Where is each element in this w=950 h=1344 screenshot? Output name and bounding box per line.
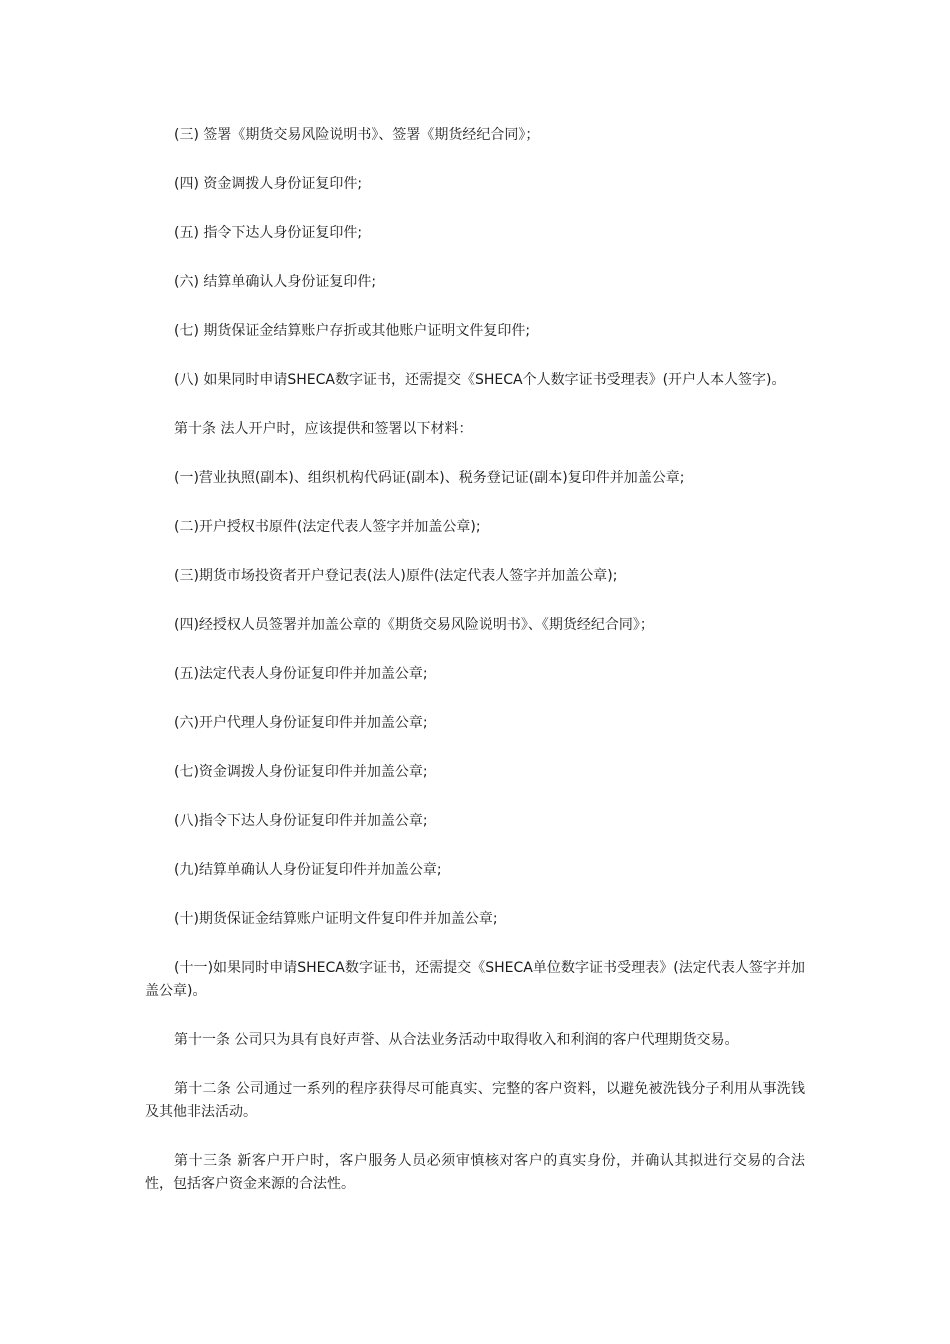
article-11: 第十一条 公司只为具有良好声誉、从合法业务活动中取得收入和利润的客户代理期货交易。 xyxy=(174,1032,739,1048)
legal-item-4: (四)经授权人员签署并加盖公章的《期货交易风险说明书》、《期货经纪合同》； xyxy=(174,617,654,633)
legal-item-9: (九)结算单确认人身份证复印件并加盖公章; xyxy=(174,862,442,878)
legal-item-2: (二)开户授权书原件(法定代表人签字并加盖公章); xyxy=(174,519,481,535)
paragraph-item-3: (三) 签署《期货交易风险说明书》、签署《期货经纪合同》； xyxy=(174,127,540,143)
article-10-heading: 第十条 法人开户时，应该提供和签署以下材料： xyxy=(174,421,473,437)
legal-item-10: (十)期货保证金结算账户证明文件复印件并加盖公章; xyxy=(174,911,498,927)
legal-item-1: (一)营业执照(副本)、组织机构代码证(副本)、税务登记证(副本)复印件并加盖公章; xyxy=(174,470,685,486)
legal-item-5: (五)法定代表人身份证复印件并加盖公章; xyxy=(174,666,428,682)
legal-item-6: (六)开户代理人身份证复印件并加盖公章; xyxy=(174,715,428,731)
paragraph-item-8: (八) 如果同时申请SHECA数字证书，还需提交《SHECA个人数字证书受理表》(开户人本人签字)。 xyxy=(174,372,786,388)
document-page xyxy=(145,124,805,1222)
article-12: 第十二条 公司通过一系列的程序获得尽可能真实、完整的客户资料，以避免被洗钱分子利用从事洗钱及其他非法活动。 xyxy=(145,1081,805,1120)
legal-item-11: (十一)如果同时申请SHECA数字证书，还需提交《SHECA单位数字证书受理表》(法定代表人签字并加盖公章)。 xyxy=(145,960,805,999)
paragraph-item-6: (六) 结算单确认人身份证复印件; xyxy=(174,274,377,290)
paragraph-item-4: (四) 资金调拨人身份证复印件; xyxy=(174,176,363,192)
legal-item-3: (三)期货市场投资者开户登记表(法人)原件(法定代表人签字并加盖公章); xyxy=(174,568,618,584)
legal-item-8: (八)指令下达人身份证复印件并加盖公章; xyxy=(174,813,428,829)
paragraph-item-5: (五) 指令下达人身份证复印件; xyxy=(174,225,363,241)
paragraph-item-7: (七) 期货保证金结算账户存折或其他账户证明文件复印件; xyxy=(174,323,531,339)
legal-item-7: (七)资金调拨人身份证复印件并加盖公章; xyxy=(174,764,428,780)
article-13: 第十三条 新客户开户时，客户服务人员必须审慎核对客户的真实身份，并确认其拟进行交易的合法性，包括客户资金来源的合法性。 xyxy=(145,1153,805,1192)
